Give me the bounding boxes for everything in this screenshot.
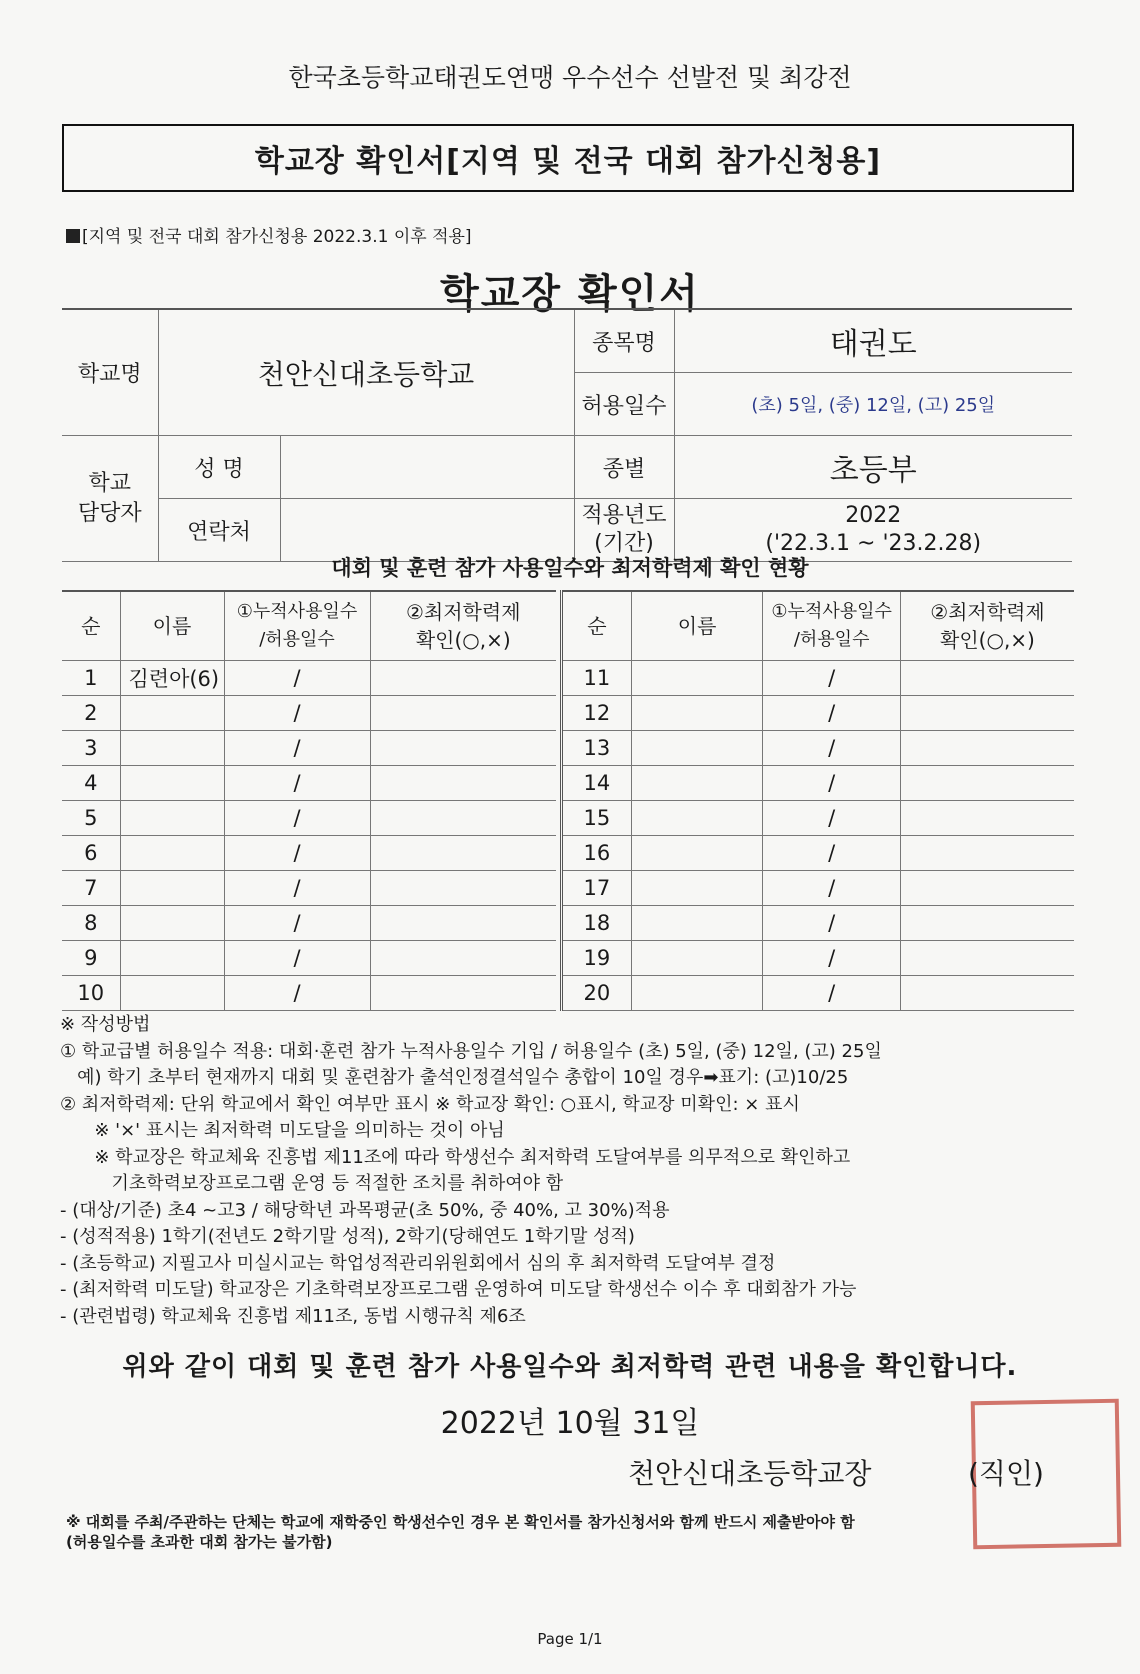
row-name — [631, 661, 763, 696]
row-days: / — [224, 801, 370, 836]
row-number: 14 — [562, 766, 632, 801]
row-days: / — [224, 696, 370, 731]
instruction-line: 기초학력보장프로그램 운영 등 적절한 조치를 취하여야 함 — [60, 1173, 564, 1194]
table-row — [62, 801, 556, 836]
row-name — [120, 941, 224, 976]
instruction-line: - (최저학력 미도달) 학교장은 기초학력보장프로그램 운영하여 미도달 학생선수 이수 후 대회참가 가능 — [60, 1279, 857, 1300]
form-title-box — [62, 124, 1074, 192]
row-number: 19 — [562, 941, 632, 976]
row-check — [370, 836, 556, 871]
row-check — [370, 871, 556, 906]
participants-right-body — [562, 661, 1075, 1011]
participants-left-body — [62, 661, 556, 1011]
row-name — [120, 766, 224, 801]
row-check — [900, 731, 1074, 766]
school-label: 학교명 — [62, 309, 158, 436]
row-days: / — [224, 976, 370, 1011]
row-name — [631, 976, 763, 1011]
row-number: 2 — [62, 696, 120, 731]
table-row — [562, 731, 1075, 766]
row-number: 18 — [562, 906, 632, 941]
row-check — [900, 836, 1074, 871]
table-row — [562, 661, 1075, 696]
table-row — [562, 906, 1075, 941]
table-row — [62, 766, 556, 801]
row-check — [370, 801, 556, 836]
row-number: 12 — [562, 696, 632, 731]
table-row — [562, 766, 1075, 801]
row-name — [120, 731, 224, 766]
row-name — [120, 696, 224, 731]
col-name-header: 이름 — [120, 591, 224, 661]
row-days: / — [224, 661, 370, 696]
instruction-line: - (성적적용) 1학기(전년도 2학기말 성적), 2학기(당해연도 1학기말 성적) — [60, 1226, 635, 1247]
row-name: 김련아(6) — [120, 661, 224, 696]
row-check — [900, 766, 1074, 801]
table-row — [62, 696, 556, 731]
division-label: 종별 — [574, 436, 674, 499]
row-days: / — [224, 731, 370, 766]
instruction-line: ※ 학교장은 학교체육 진흥법 제11조에 따라 학생선수 최저학력 도달여부를 의무적으로 확인하고 — [60, 1146, 851, 1168]
col-no-header: 순 — [62, 591, 120, 661]
sport-value: 태권도 — [674, 309, 1072, 373]
row-number: 9 — [62, 941, 120, 976]
row-name — [631, 871, 763, 906]
table-row — [562, 941, 1075, 976]
row-check — [900, 661, 1074, 696]
participants-table-left — [62, 590, 556, 1011]
table-row — [62, 941, 556, 976]
table-row — [62, 836, 556, 871]
year-label: 적용년도 — [581, 503, 667, 528]
form-title: 학교장 확인서[지역 및 전국 대회 참가신청용] — [254, 144, 882, 179]
row-days: / — [763, 661, 901, 696]
division-value: 초등부 — [674, 436, 1072, 499]
instruction-line: ※ '×' 표시는 최저학력 미도달을 의미하는 것이 아님 — [60, 1120, 505, 1141]
col-check-header: ②최저학력제 확인(○,×) — [900, 591, 1074, 661]
row-number: 6 — [62, 836, 120, 871]
row-days: / — [763, 976, 901, 1011]
row-number: 11 — [562, 661, 632, 696]
manager-label: 학교 담당자 — [62, 436, 158, 562]
manager-name-field — [280, 436, 574, 499]
page-title: 학교장 확인서 — [440, 271, 700, 317]
row-name — [120, 906, 224, 941]
row-days: / — [763, 941, 901, 976]
row-days: / — [763, 731, 901, 766]
confirmation-statement: 위와 같이 대회 및 훈련 참가 사용일수와 최저학력 관련 내용을 확인합니다. — [122, 1352, 1018, 1382]
square-bullet-icon — [66, 229, 80, 243]
row-check — [900, 801, 1074, 836]
instruction-line: ② 최저학력제: 단위 학교에서 확인 여부만 표시 ※ 학교장 확인: ○표시, 학교장 미확인: × 표시 — [60, 1093, 800, 1115]
row-name — [120, 801, 224, 836]
row-check — [370, 976, 556, 1011]
row-check — [370, 766, 556, 801]
row-number: 20 — [562, 976, 632, 1011]
row-number: 4 — [62, 766, 120, 801]
seal-label: (직인) — [968, 1457, 1044, 1490]
instruction-line: 예) 학기 초부터 현재까지 대회 및 훈련참가 출석인정결석일수 총합이 10일 경우➡표기: (고)10/25 — [60, 1067, 849, 1088]
row-check — [900, 906, 1074, 941]
page-number: Page 1/1 — [537, 1630, 603, 1648]
participants-table-right — [560, 590, 1074, 1011]
row-days: / — [224, 906, 370, 941]
row-days: / — [763, 696, 901, 731]
allowed-days-value: (초) 5일, (중) 12일, (고) 25일 — [674, 373, 1072, 436]
school-name: 천안신대초등학교 — [158, 309, 574, 436]
instruction-line: ※ 작성방법 — [60, 1014, 151, 1035]
row-number: 15 — [562, 801, 632, 836]
year-value: 2022 — [845, 503, 902, 528]
row-days: / — [224, 871, 370, 906]
table-row — [62, 906, 556, 941]
instruction-line: - (관련법령) 학교체육 진흥법 제11조, 동법 시행규칙 제6조 — [60, 1305, 526, 1327]
table-row — [562, 696, 1075, 731]
row-days: / — [763, 871, 901, 906]
table-row — [562, 836, 1075, 871]
row-check — [370, 661, 556, 696]
writing-instructions — [60, 1012, 1090, 1330]
document-header: 한국초등학교태권도연맹 우수선수 선발전 및 최강전 — [288, 63, 852, 92]
row-check — [370, 696, 556, 731]
col-check-header: ②최저학력제 확인(○,×) — [370, 591, 556, 661]
row-number: 8 — [62, 906, 120, 941]
row-days: / — [763, 906, 901, 941]
row-check — [370, 731, 556, 766]
period-value: ('22.3.1 ~ '23.2.28) — [765, 531, 982, 556]
instruction-line: - (초등학교) 지필고사 미실시교는 학업성적관리위원회에서 심의 후 최저학력 도달여부 결정 — [60, 1252, 776, 1274]
row-name — [631, 801, 763, 836]
instruction-line: ① 학교급별 허용일수 적용: 대회·훈련 참가 누적사용일수 기입 / 허용일수 (초) 5일, (중) 12일, (고) 25일 — [60, 1040, 882, 1062]
row-name — [631, 941, 763, 976]
col-name-header: 이름 — [631, 591, 763, 661]
row-name — [120, 836, 224, 871]
issue-date: 2022년 10월 31일 — [440, 1406, 700, 1441]
row-days: / — [224, 766, 370, 801]
row-number: 5 — [62, 801, 120, 836]
row-days: / — [763, 801, 901, 836]
info-table — [62, 308, 1072, 562]
row-check — [900, 871, 1074, 906]
instruction-line: - (대상/기준) 초4 ~고3 / 해당학년 과목평균(초 50%, 중 40%, 고 30%)적용 — [60, 1199, 670, 1221]
row-check — [900, 696, 1074, 731]
sport-label: 종목명 — [574, 309, 674, 373]
manager-name-label: 성 명 — [158, 436, 280, 499]
table-row — [62, 976, 556, 1011]
table-row — [62, 871, 556, 906]
allowed-days-label: 허용일수 — [574, 373, 674, 436]
row-name — [631, 836, 763, 871]
row-number: 10 — [62, 976, 120, 1011]
row-check — [900, 976, 1074, 1011]
row-name — [631, 906, 763, 941]
col-days-header: ①누적사용일수 /허용일수 — [763, 591, 901, 661]
row-number: 7 — [62, 871, 120, 906]
row-number: 17 — [562, 871, 632, 906]
principal-name: 천안신대초등학교장 — [628, 1457, 872, 1490]
row-name — [120, 976, 224, 1011]
col-days-header: ①누적사용일수 /허용일수 — [224, 591, 370, 661]
row-days: / — [763, 766, 901, 801]
row-number: 1 — [62, 661, 120, 696]
table-row — [562, 801, 1075, 836]
row-name — [631, 766, 763, 801]
table-row — [62, 731, 556, 766]
row-check — [370, 941, 556, 976]
row-days: / — [763, 836, 901, 871]
row-days: / — [224, 836, 370, 871]
row-number: 13 — [562, 731, 632, 766]
col-no-header: 순 — [562, 591, 632, 661]
row-name — [120, 871, 224, 906]
section-title: 대회 및 훈련 참가 사용일수와 최저학력제 확인 현황 — [331, 556, 809, 580]
period-label: (기간) — [594, 531, 654, 556]
row-check — [370, 906, 556, 941]
manager-contact-label: 연락처 — [158, 499, 280, 562]
row-number: 16 — [562, 836, 632, 871]
table-row — [62, 661, 556, 696]
row-check — [900, 941, 1074, 976]
table-row — [562, 871, 1075, 906]
row-name — [631, 731, 763, 766]
row-days: / — [224, 941, 370, 976]
footnote: ※ 대회를 주최/주관하는 단체는 학교에 재학중인 학생선수인 경우 본 확인서를 참가신청서와 함께 반드시 제출받아야 함 (허용일수를 초과한 대회 참가는 불가함) — [66, 1513, 855, 1551]
table-row — [562, 976, 1075, 1011]
applicability-note: [지역 및 전국 대회 참가신청용 2022.3.1 이후 적용] — [66, 222, 472, 247]
row-name — [631, 696, 763, 731]
row-number: 3 — [62, 731, 120, 766]
